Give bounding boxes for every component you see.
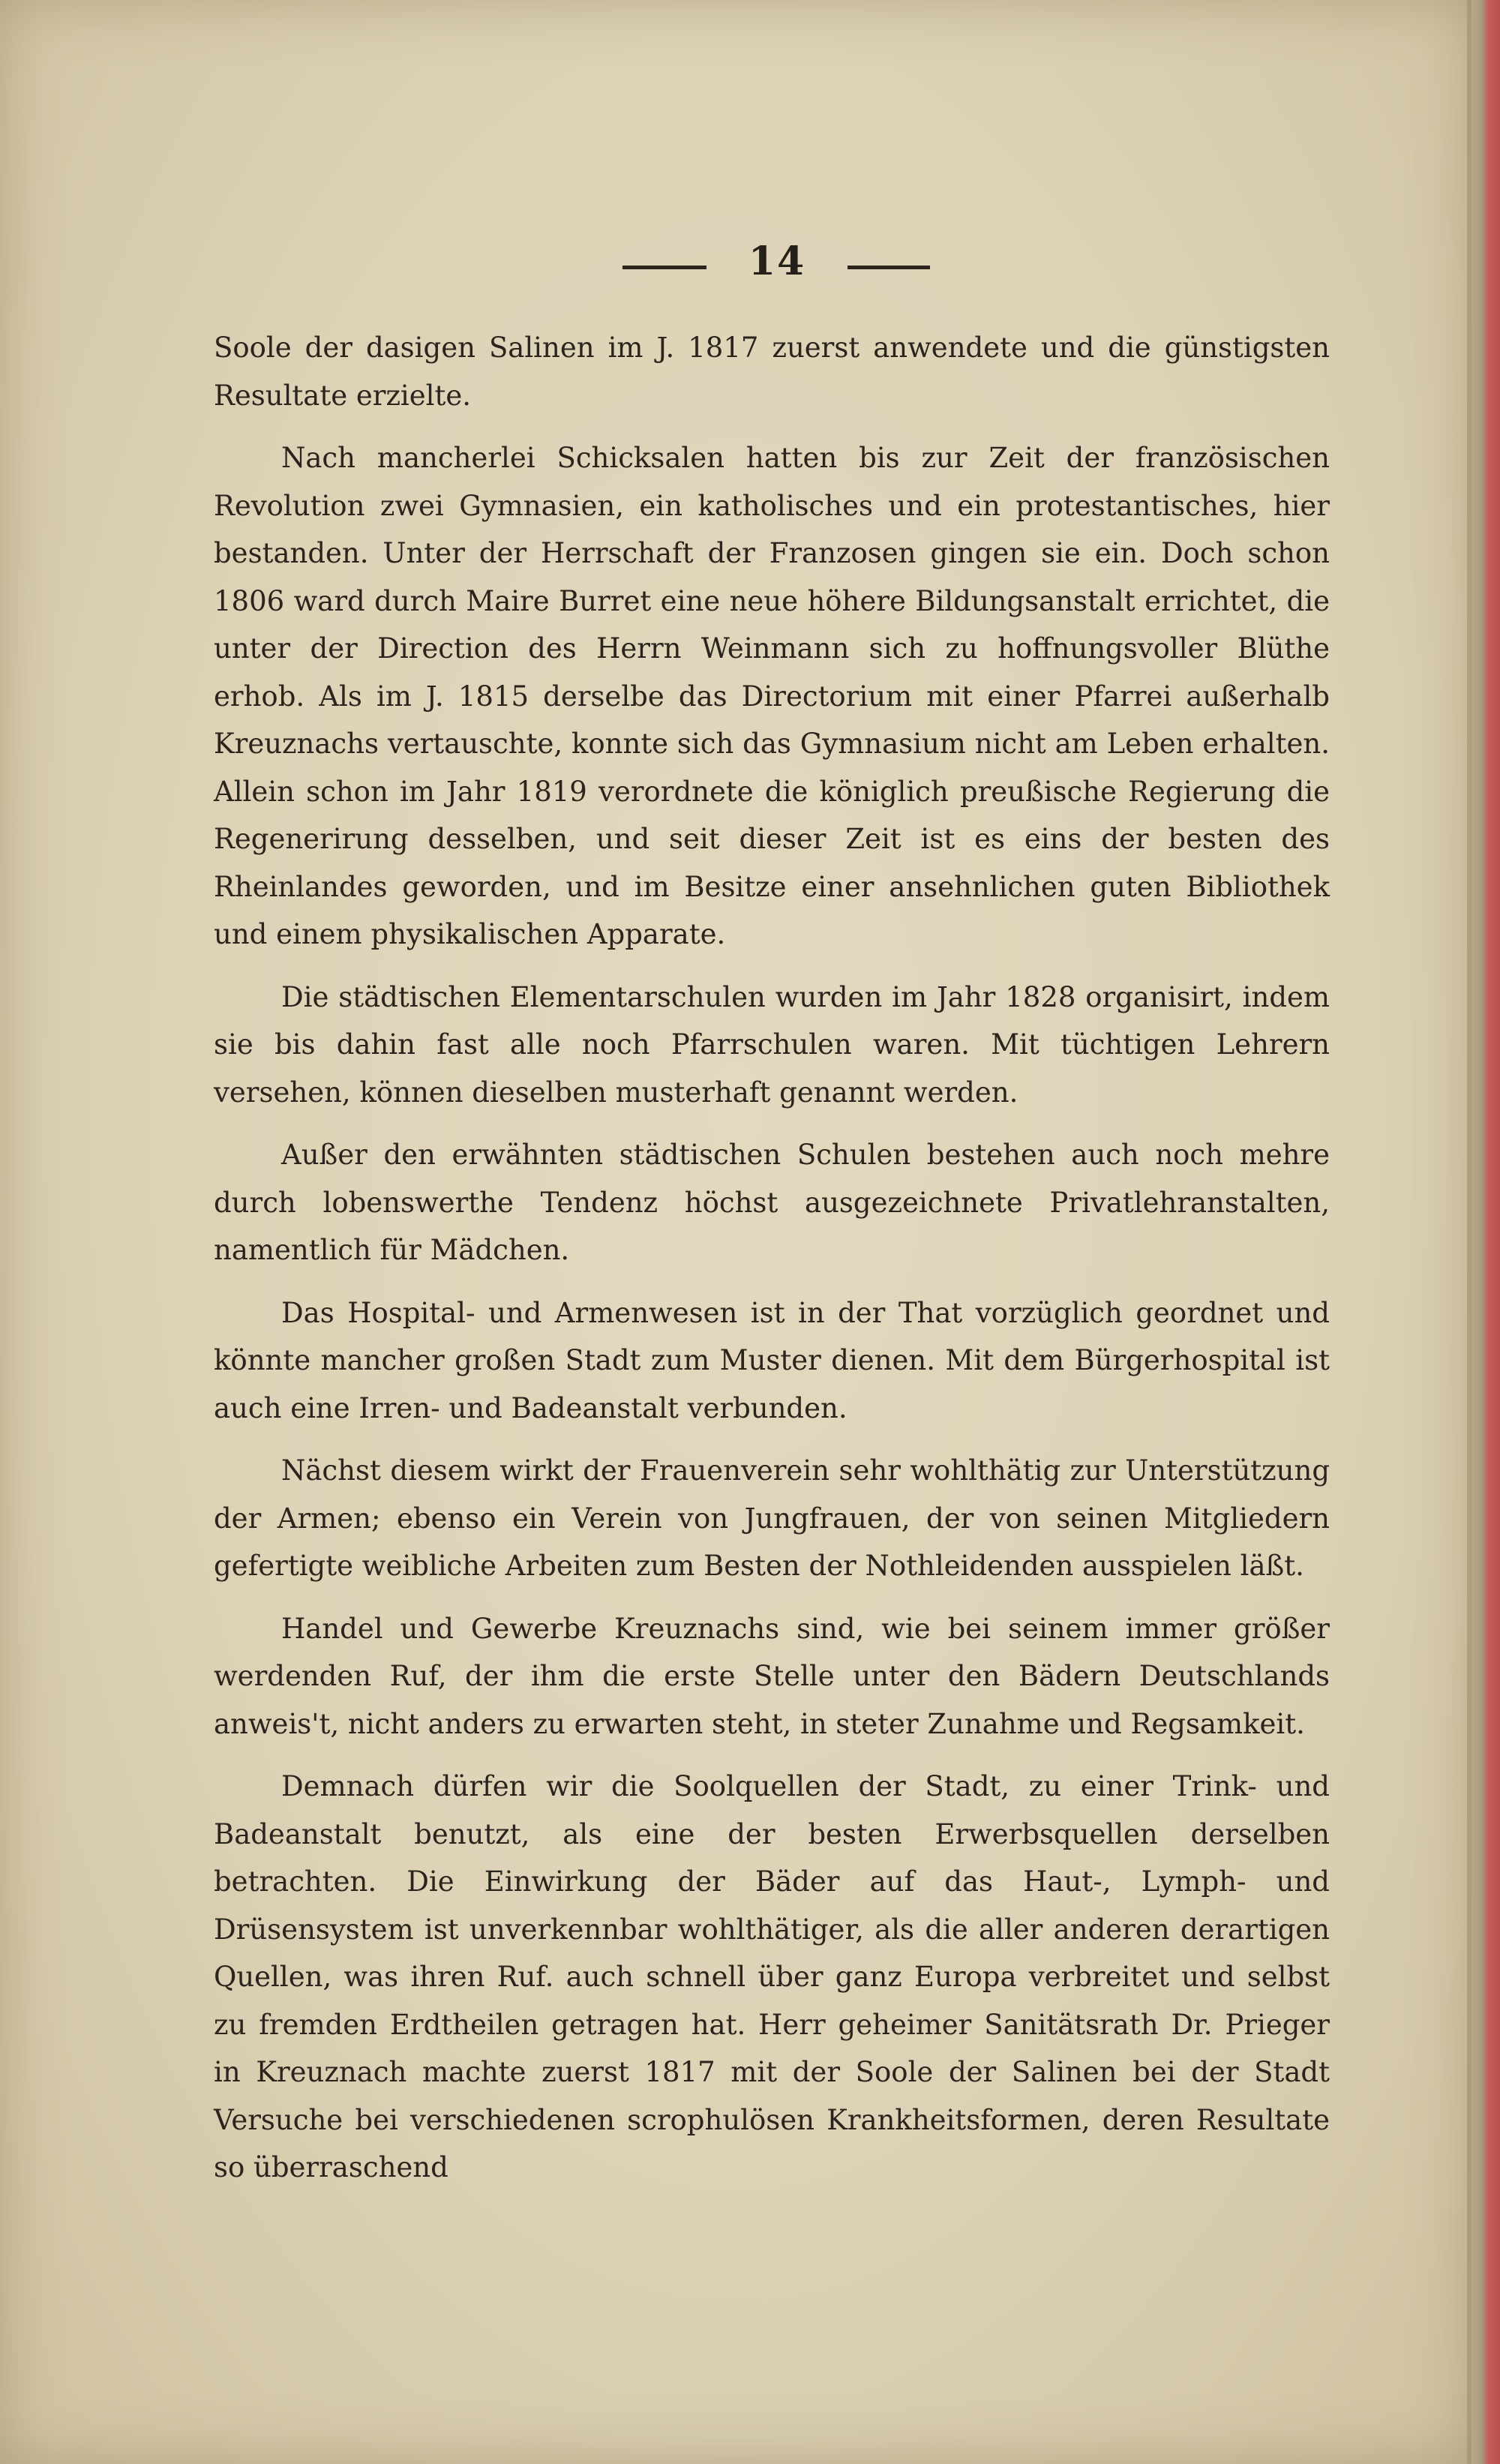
header-rule-right bbox=[848, 266, 930, 269]
paragraph-trade: Handel und Gewerbe Kreuznachs sind, wie bei seinem immer größer werdenden Ruf, der ihm die erste Stelle unter den Bädern Deutschlands anweis't, nicht anders zu erwarten steht, in steter Zunahme und Regsamkeit. bbox=[214, 1612, 1330, 1740]
paragraph-private-schools: Außer den erwähnten städtischen Schulen bestehen auch noch mehre durch lobenswerthe Tendenz höchst ausgezeichnete Privatlehranstalten, namentlich für Mädchen. bbox=[214, 1139, 1330, 1266]
paragraph-schools-history: Nach mancherlei Schicksalen hatten bis zur Zeit der französischen Revolution zwei Gymnasien, ein katholisches und ein protestantisches, hier bestanden. Unter der Herrschaft der Franzosen gingen sie ein. Doch schon 1806 ward durch Maire Burret eine neue höhere Bildungsanstalt errichtet, die unter der Direction des Herrn Weinmann sich zu hoffnungsvoller Blüthe erhob. Als im J. 1815 derselbe das Directorium mit einer Pfarrei außerhalb Kreuznachs vertauschte, konnte sich das Gymnasium nicht am Leben erhalten. Allein schon im Jahr 1819 verordnete die königlich preußische Regierung die Regenerirung desselben, und seit dieser Zeit ist es eins der besten des Rheinlandes geworden, und im Besitze einer ansehnlichen guten Bibliothek und einem physikalischen Apparate. bbox=[214, 442, 1330, 950]
paragraph-hospital: Das Hospital- und Armenwesen ist in der That vorzüglich geordnet und könnte mancher großen Stadt zum Muster dienen. Mit dem Bürgerhospital ist auch eine Irren- und Badeanstalt verbunden. bbox=[214, 1296, 1330, 1424]
page-number: 14 bbox=[748, 239, 806, 284]
page-body bbox=[214, 324, 1330, 2207]
paragraph-elementary-schools: Die städtischen Elementarschulen wurden im Jahr 1828 organisirt, indem sie bis dahin fast alle noch Pfarrschulen waren. Mit tüchtigen Lehrern versehen, können dieselben musterhaft genannt werden. bbox=[214, 980, 1330, 1109]
paragraph-springs: Demnach dürfen wir die Soolquellen der Stadt, zu einer Trink- und Badeanstalt benutzt, als eine der besten Erwerbsquellen derselben betrachten. Die Einwirkung der Bäder auf das Haut-, Lymph- und Drüsensystem ist unverkennbar wohlthätiger, als die aller anderen derartigen Quellen, was ihren Ruf. auch schnell über ganz Europa verbreitet und selbst zu fremden Erdtheilen getragen hat. Herr geheimer Sanitätsrath Dr. Prieger in Kreuznach machte zuerst 1817 mit der Soole der Salinen bei der Stadt Versuche bei verschiedenen scrophulösen Krankheitsformen, deren Resultate so überraschend bbox=[214, 1770, 1330, 2183]
page-header bbox=[0, 239, 1500, 291]
paragraph-womens-association: Nächst diesem wirkt der Frauenverein sehr wohlthätig zur Unterstützung der Armen; ebenso ein Verein von Jungfrauen, der von seinen Mitgliedern gefertigte weibliche Arbeiten zum Besten der Nothleidenden ausspielen läßt. bbox=[214, 1454, 1330, 1582]
book-binding-edge bbox=[1472, 0, 1500, 2464]
paragraph-continued: Soole der dasigen Salinen im J. 1817 zuerst anwendete und die günstigsten Resultate erzielte. bbox=[214, 332, 1330, 412]
header-rule-left bbox=[622, 266, 706, 269]
